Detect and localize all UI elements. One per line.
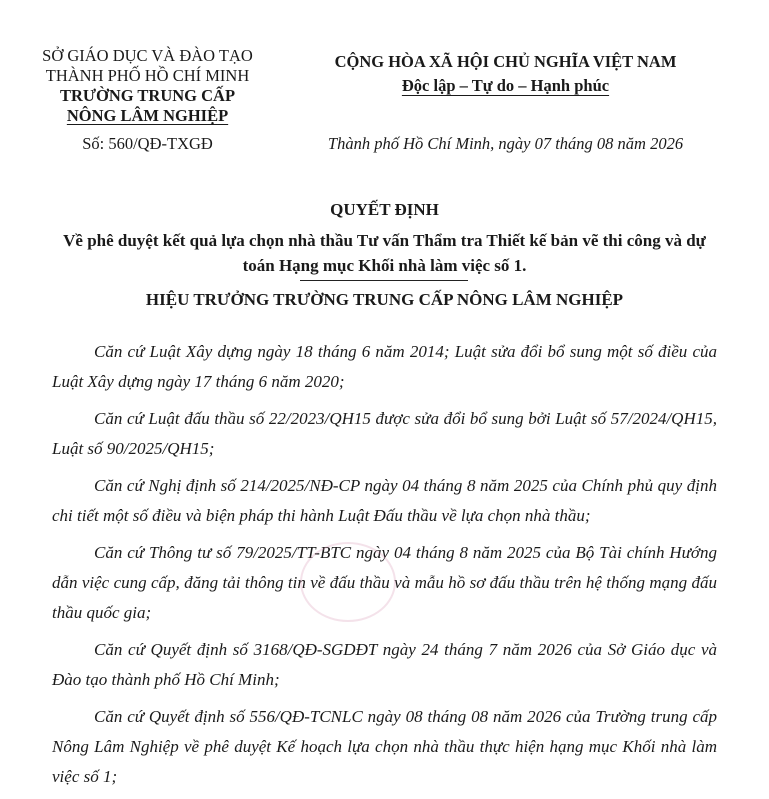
place-and-date: Thành phố Hồ Chí Minh, ngày 07 tháng 08 năm 2026: [327, 134, 684, 153]
issuing-agency-block: [20, 46, 275, 126]
national-motto: Độc lập – Tự do – Hạnh phúc: [401, 76, 610, 95]
document-number: Số: 560/QĐ-TXGĐ: [82, 134, 213, 153]
legal-basis-item: Căn cứ Nghị định số 214/2025/NĐ-CP ngày 04 tháng 8 năm 2025 của Chính phủ quy định chi tiết một số điều và biện pháp thi hành Luật Đấu thầu về lựa chọn nhà thầu;: [52, 476, 717, 525]
document-subtitle: Về phê duyệt kết quả lựa chọn nhà thầu Tư vấn Thẩm tra Thiết kế bản vẽ thi công và dự toán Hạng mục Khối nhà làm việc số 1.: [63, 231, 706, 275]
legal-basis-list: [52, 337, 717, 799]
title-divider: [300, 280, 468, 281]
legal-basis-item: Căn cứ Thông tư số 79/2025/TT-BTC ngày 04 tháng 8 năm 2025 của Bộ Tài chính Hướng dẫn việc cung cấp, đăng tải thông tin về đấu thầu và mẫu hồ sơ đấu thầu trên hệ thống mạng đấu thầu quốc gia;: [52, 543, 717, 622]
agency-line-4: NÔNG LÂM NGHIỆP: [66, 106, 229, 125]
legal-basis-item: Căn cứ Quyết định số 556/QĐ-TCNLC ngày 08 tháng 08 năm 2026 của Trường trung cấp Nông Lâm Nghiệp về phê duyệt Kế hoạch lựa chọn nhà thầu thực hiện hạng mục Khối nhà làm việc số 1;: [52, 707, 717, 786]
legal-basis-item: Căn cứ Luật đấu thầu số 22/2023/QH15 được sửa đổi bổ sung bởi Luật số 57/2024/QH15, Luật số 90/2025/QH15;: [52, 409, 717, 458]
agency-line-2: THÀNH PHỐ HỒ CHÍ MINH: [45, 66, 250, 85]
agency-line-3: TRƯỜNG TRUNG CẤP: [59, 86, 236, 105]
agency-line-1: SỞ GIÁO DỤC VÀ ĐÀO TẠO: [42, 46, 253, 65]
document-title: QUYẾT ĐỊNH: [330, 200, 439, 219]
legal-basis-item: Căn cứ Quyết định số 3168/QĐ-SGDĐT ngày 24 tháng 7 năm 2026 của Sở Giáo dục và Đào tạo thành phố Hồ Chí Minh;: [52, 640, 717, 689]
national-heading-block: [298, 50, 713, 98]
legal-basis-item: Căn cứ Luật Xây dựng ngày 18 tháng 6 năm 2014; Luật sửa đổi bổ sung một số điều của Luật Xây dựng ngày 17 tháng 6 năm 2020;: [52, 342, 717, 391]
national-title: CỘNG HÒA XÃ HỘI CHỦ NGHĨA VIỆT NAM: [334, 52, 677, 71]
authority-heading: HIỆU TRƯỞNG TRƯỜNG TRUNG CẤP NÔNG LÂM NGHIỆP: [145, 290, 624, 309]
